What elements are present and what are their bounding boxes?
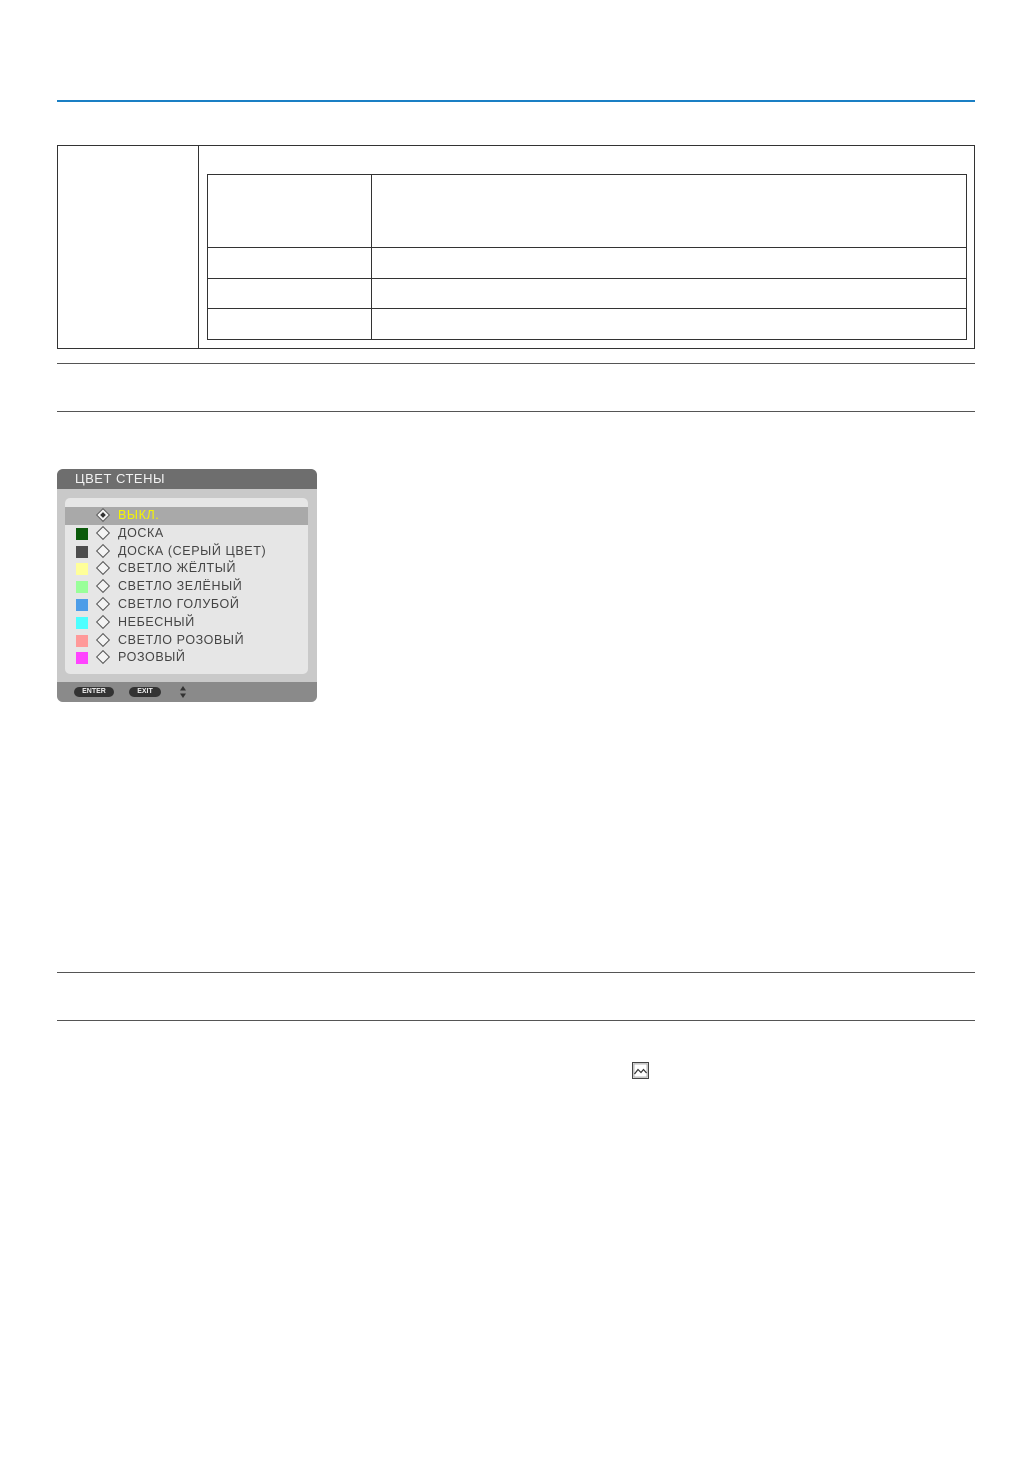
subtable-row-divider	[207, 278, 967, 279]
option-label: РОЗОВЫЙ	[118, 650, 186, 665]
color-swatch	[76, 528, 88, 540]
option-label: ДОСКА (СЕРЫЙ ЦВЕТ)	[118, 543, 267, 558]
color-swatch	[76, 635, 88, 647]
radio-icon	[96, 597, 110, 611]
option-label: ДОСКА	[118, 525, 164, 540]
radio-icon	[96, 615, 110, 629]
enter-key-button[interactable]: ENTER	[74, 687, 114, 697]
color-swatch	[76, 652, 88, 664]
menu-title: ЦВЕТ СТЕНЫ	[75, 471, 165, 486]
up-down-arrows-icon	[179, 685, 187, 699]
subtable-column-divider	[371, 174, 372, 340]
menu-option-pink[interactable]	[65, 649, 308, 667]
exit-key-button[interactable]: EXIT	[129, 687, 161, 697]
menu-option-light-green[interactable]	[65, 578, 308, 596]
section-rule	[57, 363, 975, 364]
menu-option-board[interactable]	[65, 525, 308, 543]
option-label: СВЕТЛО ГОЛУБОЙ	[118, 597, 240, 611]
radio-icon	[96, 579, 110, 593]
radio-icon	[96, 526, 110, 540]
menu-option-off[interactable]	[65, 507, 308, 525]
option-label: ВЫКЛ.	[118, 508, 160, 522]
picture-icon	[632, 1062, 649, 1079]
option-label: СВЕТЛО ЖЁЛТЫЙ	[118, 561, 237, 576]
header-rule	[57, 100, 975, 102]
option-label: НЕБЕСНЫЙ	[118, 614, 195, 629]
menu-options-panel	[65, 498, 308, 674]
color-swatch	[76, 563, 88, 575]
color-swatch	[76, 546, 88, 558]
menu-option-board-gray[interactable]	[65, 543, 308, 561]
radio-icon	[96, 650, 110, 664]
subtable-row-divider	[207, 247, 967, 248]
subtable-row-divider	[207, 308, 967, 309]
radio-selected-icon	[96, 508, 110, 522]
option-label: СВЕТЛО ЗЕЛЁНЫЙ	[118, 579, 243, 594]
color-swatch	[76, 617, 88, 629]
color-swatch	[76, 581, 88, 593]
menu-footer	[57, 682, 317, 702]
menu-title-bar	[57, 469, 317, 489]
section-rule	[57, 1020, 975, 1021]
section-rule	[57, 972, 975, 973]
radio-icon	[96, 633, 110, 647]
menu-option-light-blue[interactable]	[65, 596, 308, 614]
table-column-divider	[198, 145, 199, 349]
color-swatch	[76, 599, 88, 611]
section-rule	[57, 411, 975, 412]
menu-option-light-yellow[interactable]	[65, 560, 308, 578]
wall-color-menu	[57, 469, 317, 702]
radio-icon	[96, 544, 110, 558]
settings-subtable	[207, 174, 967, 340]
option-label: СВЕТЛО РОЗОВЫЙ	[118, 632, 245, 647]
menu-option-sky-blue[interactable]	[65, 614, 308, 632]
menu-option-light-pink[interactable]	[65, 632, 308, 650]
radio-icon	[96, 561, 110, 575]
